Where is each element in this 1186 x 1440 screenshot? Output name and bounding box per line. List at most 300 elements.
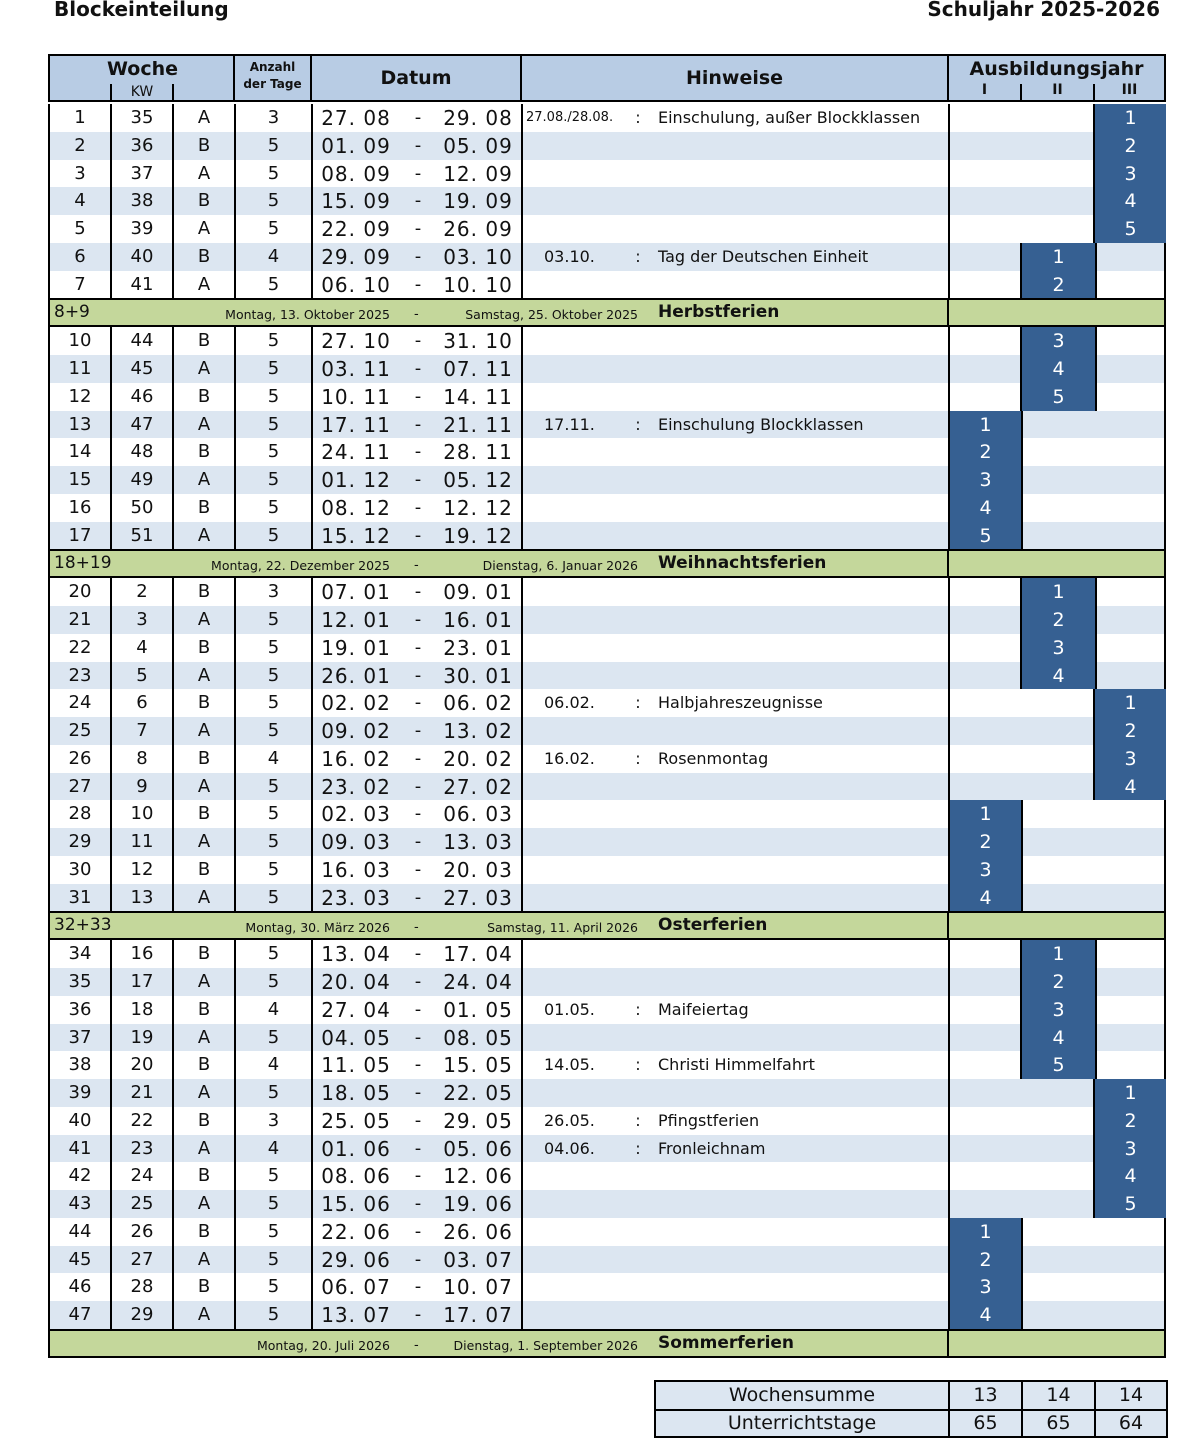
column-divider	[110, 215, 112, 243]
day-count: 5	[267, 1026, 280, 1048]
week-number: 11	[68, 358, 92, 379]
column-divider	[521, 828, 523, 856]
date-to: 06. 03	[443, 802, 513, 827]
header-woche-label: Woche	[106, 58, 178, 80]
calendar-week: 46	[130, 385, 154, 407]
column-divider	[234, 243, 236, 271]
calendar-week: 16	[130, 943, 154, 965]
day-count: 5	[267, 971, 280, 992]
date-to: 29. 05	[443, 1108, 513, 1133]
week-number: 28	[68, 803, 92, 825]
column-divider	[311, 606, 313, 634]
column-divider	[311, 634, 313, 662]
date-dash: -	[414, 330, 422, 352]
block-border	[1095, 662, 1097, 690]
column-divider	[110, 578, 112, 606]
column-divider	[521, 494, 523, 522]
block-border	[1020, 940, 1022, 968]
holiday-from: Montag, 22. Dezember 2025	[211, 558, 390, 574]
block-cell-year-3: 2	[1095, 1107, 1166, 1135]
column-divider	[110, 884, 112, 912]
holiday-weeks: 32+33	[54, 915, 112, 936]
column-divider	[110, 522, 112, 550]
column-divider	[948, 160, 950, 188]
column-divider	[311, 1218, 313, 1246]
day-count: 5	[267, 636, 280, 658]
date-dash: -	[414, 664, 422, 686]
date-from: 06. 10	[321, 272, 391, 297]
block-cell-year-3: 4	[1095, 1162, 1166, 1190]
column-divider	[521, 773, 523, 801]
column-divider	[234, 856, 236, 884]
date-from: 26. 01	[321, 663, 391, 688]
block-border	[1093, 1079, 1095, 1107]
holiday-from: Montag, 20. Juli 2026	[257, 1337, 390, 1353]
date-dash: -	[414, 496, 422, 518]
table-row	[48, 271, 1166, 299]
day-count: 4	[267, 1137, 280, 1159]
group-letter: B	[197, 1220, 211, 1242]
date-from: 27. 10	[321, 329, 391, 354]
date-to: 14. 11	[443, 384, 513, 409]
day-count: 5	[267, 218, 280, 239]
column-divider	[521, 132, 523, 160]
holiday-name: Osterferien	[658, 915, 768, 936]
day-count: 5	[267, 886, 280, 908]
date-to: 22. 05	[443, 1081, 513, 1105]
table-row	[48, 940, 1166, 968]
column-divider	[311, 1273, 313, 1301]
holiday-divider	[947, 551, 949, 576]
group-letter: B	[197, 692, 211, 714]
table-row	[48, 1107, 1166, 1135]
date-to: 05. 06	[443, 1136, 513, 1161]
group-letter: B	[197, 636, 211, 658]
date-to: 12. 06	[443, 1164, 513, 1189]
column-divider	[521, 968, 523, 996]
block-cell-year-2: 3	[1022, 327, 1095, 355]
table-row	[48, 745, 1166, 773]
column-divider	[172, 717, 174, 745]
holiday-sep: -	[414, 307, 419, 323]
block-border	[1021, 828, 1023, 856]
holiday-sep: -	[414, 1337, 419, 1353]
column-divider	[234, 522, 236, 550]
week-number: 34	[68, 943, 92, 965]
column-divider	[172, 996, 174, 1024]
date-from: 19. 01	[321, 635, 391, 660]
column-divider	[110, 104, 112, 132]
date-to: 19. 12	[443, 523, 513, 548]
block-border	[1095, 243, 1097, 271]
column-divider	[110, 1051, 112, 1079]
column-divider	[110, 717, 112, 745]
group-letter: B	[197, 1054, 211, 1076]
note-colon: :	[635, 414, 641, 434]
holiday-from: Montag, 13. Oktober 2025	[225, 307, 390, 323]
column-divider	[311, 1190, 313, 1218]
date-to: 30. 01	[443, 663, 513, 688]
column-divider	[311, 884, 313, 912]
date-from: 08. 12	[321, 495, 391, 520]
holiday-row	[48, 911, 1166, 940]
calendar-week: 44	[130, 330, 154, 352]
date-dash: -	[414, 1304, 422, 1325]
column-divider	[948, 996, 950, 1024]
date-dash: -	[414, 609, 422, 630]
column-divider	[234, 773, 236, 801]
note-text: Einschulung, außer Blockklassen	[658, 108, 921, 127]
table-row	[48, 606, 1166, 634]
date-to: 24. 04	[443, 970, 513, 994]
header-datum	[312, 56, 522, 100]
week-number: 4	[74, 190, 86, 212]
block-border	[1095, 606, 1097, 634]
day-count: 5	[267, 190, 280, 212]
column-divider	[521, 800, 523, 828]
week-number: 38	[68, 1054, 92, 1076]
date-to: 08. 05	[443, 1025, 513, 1050]
date-from: 09. 03	[321, 830, 391, 854]
block-cell-year-2: 1	[1022, 243, 1095, 271]
column-divider	[948, 773, 950, 801]
day-count: 5	[267, 330, 280, 352]
block-border	[1020, 634, 1022, 662]
calendar-week: 7	[136, 720, 148, 741]
block-cell-year-2: 5	[1022, 383, 1095, 411]
group-letter: B	[197, 1276, 211, 1298]
column-divider	[172, 327, 174, 355]
column-divider	[172, 1273, 174, 1301]
date-from: 12. 01	[321, 608, 391, 632]
day-count: 5	[267, 943, 280, 965]
calendar-week: 10	[130, 803, 154, 825]
note-text: Tag der Deutschen Einheit	[658, 246, 869, 266]
week-number: 17	[68, 524, 92, 546]
block-cell-year-2: 3	[1022, 996, 1095, 1024]
day-count: 4	[267, 998, 280, 1020]
date-to: 31. 10	[443, 329, 513, 354]
column-divider	[110, 438, 112, 466]
table-row	[48, 578, 1166, 606]
block-border	[1093, 215, 1095, 243]
column-divider	[234, 327, 236, 355]
column-divider	[948, 1135, 950, 1163]
column-divider	[234, 745, 236, 773]
date-to: 19. 09	[443, 189, 513, 214]
calendar-week: 48	[130, 441, 154, 463]
date-to: 05. 12	[443, 468, 513, 492]
column-divider	[234, 662, 236, 690]
summary-table	[654, 1380, 1168, 1438]
column-divider	[110, 187, 112, 215]
date-dash: -	[414, 441, 422, 463]
date-to: 15. 05	[443, 1053, 513, 1078]
column-divider	[311, 132, 313, 160]
column-divider	[172, 606, 174, 634]
group-letter: A	[197, 1193, 211, 1214]
column-divider	[521, 187, 523, 215]
column-divider	[172, 243, 174, 271]
day-count: 5	[267, 162, 280, 184]
date-from: 03. 11	[321, 357, 391, 381]
block-cell-year-2: 2	[1022, 271, 1095, 299]
column-divider	[234, 689, 236, 717]
table-row	[48, 689, 1166, 717]
column-divider	[521, 1135, 523, 1163]
calendar-week: 29	[130, 1304, 154, 1325]
column-divider	[234, 1190, 236, 1218]
column-divider	[311, 104, 313, 132]
group-letter: A	[197, 664, 211, 686]
date-dash: -	[414, 1109, 422, 1131]
note-date: 26.05.	[544, 1110, 595, 1130]
column-divider	[521, 884, 523, 912]
column-divider	[311, 662, 313, 690]
calendar-week: 3	[136, 609, 148, 630]
column-divider	[110, 1246, 112, 1274]
summary-value: 14	[1023, 1382, 1096, 1409]
column-divider	[110, 1107, 112, 1135]
column-divider	[311, 466, 313, 494]
day-count: 5	[267, 1248, 280, 1270]
holiday-from: Montag, 30. März 2026	[245, 920, 390, 936]
column-divider	[234, 438, 236, 466]
date-from: 06. 07	[321, 1275, 391, 1300]
column-divider	[521, 662, 523, 690]
holiday-sep: -	[414, 558, 419, 574]
date-to: 03. 10	[443, 244, 513, 269]
column-divider	[172, 1246, 174, 1274]
week-number: 3	[74, 162, 86, 184]
header-kw-label: KW	[130, 84, 154, 100]
block-border	[1020, 968, 1022, 996]
block-border	[1093, 132, 1095, 160]
block-cell-year-3: 4	[1095, 187, 1166, 215]
week-number: 6	[74, 245, 86, 267]
block-cell-year-3: 1	[1095, 689, 1166, 717]
column-divider	[948, 355, 950, 383]
summary-label: Unterrichtstage	[656, 1410, 950, 1437]
header-year-2: II	[1052, 82, 1063, 98]
date-dash: -	[414, 747, 422, 769]
block-cell-year-3: 3	[1095, 160, 1166, 188]
column-divider	[110, 662, 112, 690]
date-to: 10. 10	[443, 272, 513, 297]
table-row	[48, 773, 1166, 801]
column-divider	[172, 1135, 174, 1163]
note-text: Halbjahreszeugnisse	[658, 693, 823, 713]
column-divider	[110, 968, 112, 996]
date-from: 09. 02	[321, 719, 391, 743]
column-divider	[521, 606, 523, 634]
week-number: 2	[74, 134, 86, 156]
column-divider	[110, 634, 112, 662]
holiday-weeks: 8+9	[54, 302, 90, 323]
date-from: 13. 07	[321, 1303, 391, 1327]
group-letter: A	[197, 1248, 211, 1270]
block-border	[1095, 327, 1097, 355]
note-date: 06.02.	[544, 693, 595, 713]
group-letter: A	[197, 609, 211, 630]
day-count: 5	[267, 609, 280, 630]
column-divider	[311, 689, 313, 717]
day-count: 4	[267, 747, 280, 769]
calendar-week: 27	[130, 1248, 154, 1270]
day-count: 5	[267, 1276, 280, 1298]
date-dash: -	[414, 636, 422, 658]
column-divider	[234, 606, 236, 634]
calendar-week: 4	[136, 636, 148, 658]
column-divider	[521, 940, 523, 968]
column-divider	[948, 578, 950, 606]
date-dash: -	[414, 469, 422, 490]
column-divider	[110, 327, 112, 355]
column-divider	[521, 1107, 523, 1135]
summary-value: 14	[1118, 1384, 1144, 1406]
column-divider	[521, 578, 523, 606]
date-from: 16. 03	[321, 857, 391, 882]
day-count: 5	[267, 1082, 280, 1103]
block-border	[1021, 1246, 1023, 1274]
block-cell-year-3: 1	[1095, 1079, 1166, 1107]
column-divider	[172, 355, 174, 383]
block-border	[1020, 383, 1022, 411]
note-colon: :	[635, 1110, 641, 1130]
block-cell-year-2: 1	[1022, 940, 1095, 968]
column-divider	[311, 828, 313, 856]
block-cell-year-3: 3	[1095, 745, 1166, 773]
table-row	[48, 996, 1166, 1024]
group-letter: B	[197, 245, 211, 267]
group-letter: A	[197, 1082, 211, 1103]
column-divider	[521, 160, 523, 188]
day-count: 5	[267, 524, 280, 546]
column-divider	[172, 494, 174, 522]
header-ausbildungsjahr-label: Ausbildungsjahr	[969, 58, 1144, 80]
table-row	[48, 1051, 1166, 1079]
day-count: 5	[267, 803, 280, 825]
group-letter: A	[197, 971, 211, 992]
date-dash: -	[414, 803, 422, 825]
column-divider	[948, 104, 950, 132]
date-to: 13. 02	[443, 719, 513, 743]
calendar-week: 18	[130, 998, 154, 1020]
note-colon: :	[635, 246, 641, 266]
column-divider	[110, 800, 112, 828]
summary-value: 65	[1023, 1410, 1096, 1437]
group-letter: B	[197, 1109, 211, 1131]
week-number: 40	[68, 1109, 92, 1131]
block-border	[1095, 940, 1097, 968]
block-cell-year-1: 1	[950, 1218, 1021, 1246]
column-divider	[521, 1301, 523, 1329]
week-number: 41	[68, 1137, 92, 1159]
date-from: 29. 09	[321, 244, 391, 269]
date-dash: -	[414, 107, 422, 128]
week-number: 25	[68, 720, 92, 741]
date-from: 27. 04	[321, 997, 391, 1022]
column-divider	[311, 522, 313, 550]
calendar-week: 6	[136, 692, 148, 714]
column-divider	[172, 689, 174, 717]
week-number: 14	[68, 441, 92, 463]
column-divider	[311, 1246, 313, 1274]
table-row	[48, 160, 1166, 188]
block-border	[1095, 1051, 1097, 1079]
column-divider	[311, 187, 313, 215]
column-divider	[172, 940, 174, 968]
date-dash: -	[414, 1026, 422, 1048]
day-count: 5	[267, 692, 280, 714]
calendar-week: 50	[130, 496, 154, 518]
date-dash: -	[414, 1082, 422, 1103]
calendar-week: 39	[130, 218, 154, 239]
group-letter: B	[197, 747, 211, 769]
date-to: 27. 02	[443, 774, 513, 799]
column-divider	[948, 383, 950, 411]
column-divider	[110, 745, 112, 773]
block-cell-year-1: 5	[950, 522, 1021, 550]
column-divider	[311, 1079, 313, 1107]
table-row	[48, 1024, 1166, 1052]
holiday-sep: -	[414, 920, 419, 936]
column-divider	[948, 1190, 950, 1218]
group-letter: A	[197, 720, 211, 741]
column-divider	[948, 1051, 950, 1079]
day-count: 5	[267, 413, 280, 435]
note-text: Einschulung Blockklassen	[658, 414, 864, 434]
date-to: 23. 01	[443, 635, 513, 660]
block-border	[1095, 1024, 1097, 1052]
column-divider	[948, 689, 950, 717]
column-divider	[110, 1162, 112, 1190]
date-from: 23. 02	[321, 774, 391, 799]
date-dash: -	[414, 134, 422, 156]
column-divider	[172, 856, 174, 884]
column-divider	[521, 1190, 523, 1218]
table-row	[48, 1190, 1166, 1218]
block-cell-year-2: 2	[1022, 606, 1095, 634]
column-divider	[521, 856, 523, 884]
column-divider	[521, 466, 523, 494]
block-border	[1020, 1051, 1022, 1079]
block-border	[1021, 494, 1023, 522]
week-number: 37	[68, 1026, 92, 1048]
column-divider	[172, 438, 174, 466]
holiday-row	[48, 549, 1166, 578]
holiday-name: Sommerferien	[658, 1332, 795, 1353]
date-from: 29. 06	[321, 1247, 391, 1272]
block-border	[1020, 355, 1022, 383]
group-letter: A	[197, 107, 211, 128]
date-dash: -	[414, 581, 422, 603]
column-divider	[521, 271, 523, 299]
column-divider	[311, 996, 313, 1024]
table-row	[48, 438, 1166, 466]
block-border	[1093, 160, 1095, 188]
column-divider	[234, 494, 236, 522]
column-divider	[234, 1301, 236, 1329]
block-cell-year-1: 3	[950, 1273, 1021, 1301]
column-divider	[948, 745, 950, 773]
date-dash: -	[414, 1165, 422, 1187]
column-divider	[948, 968, 950, 996]
block-border	[1021, 800, 1023, 828]
date-dash: -	[414, 385, 422, 407]
column-divider	[948, 1107, 950, 1135]
header-hinweise-label: Hinweise	[685, 67, 784, 89]
